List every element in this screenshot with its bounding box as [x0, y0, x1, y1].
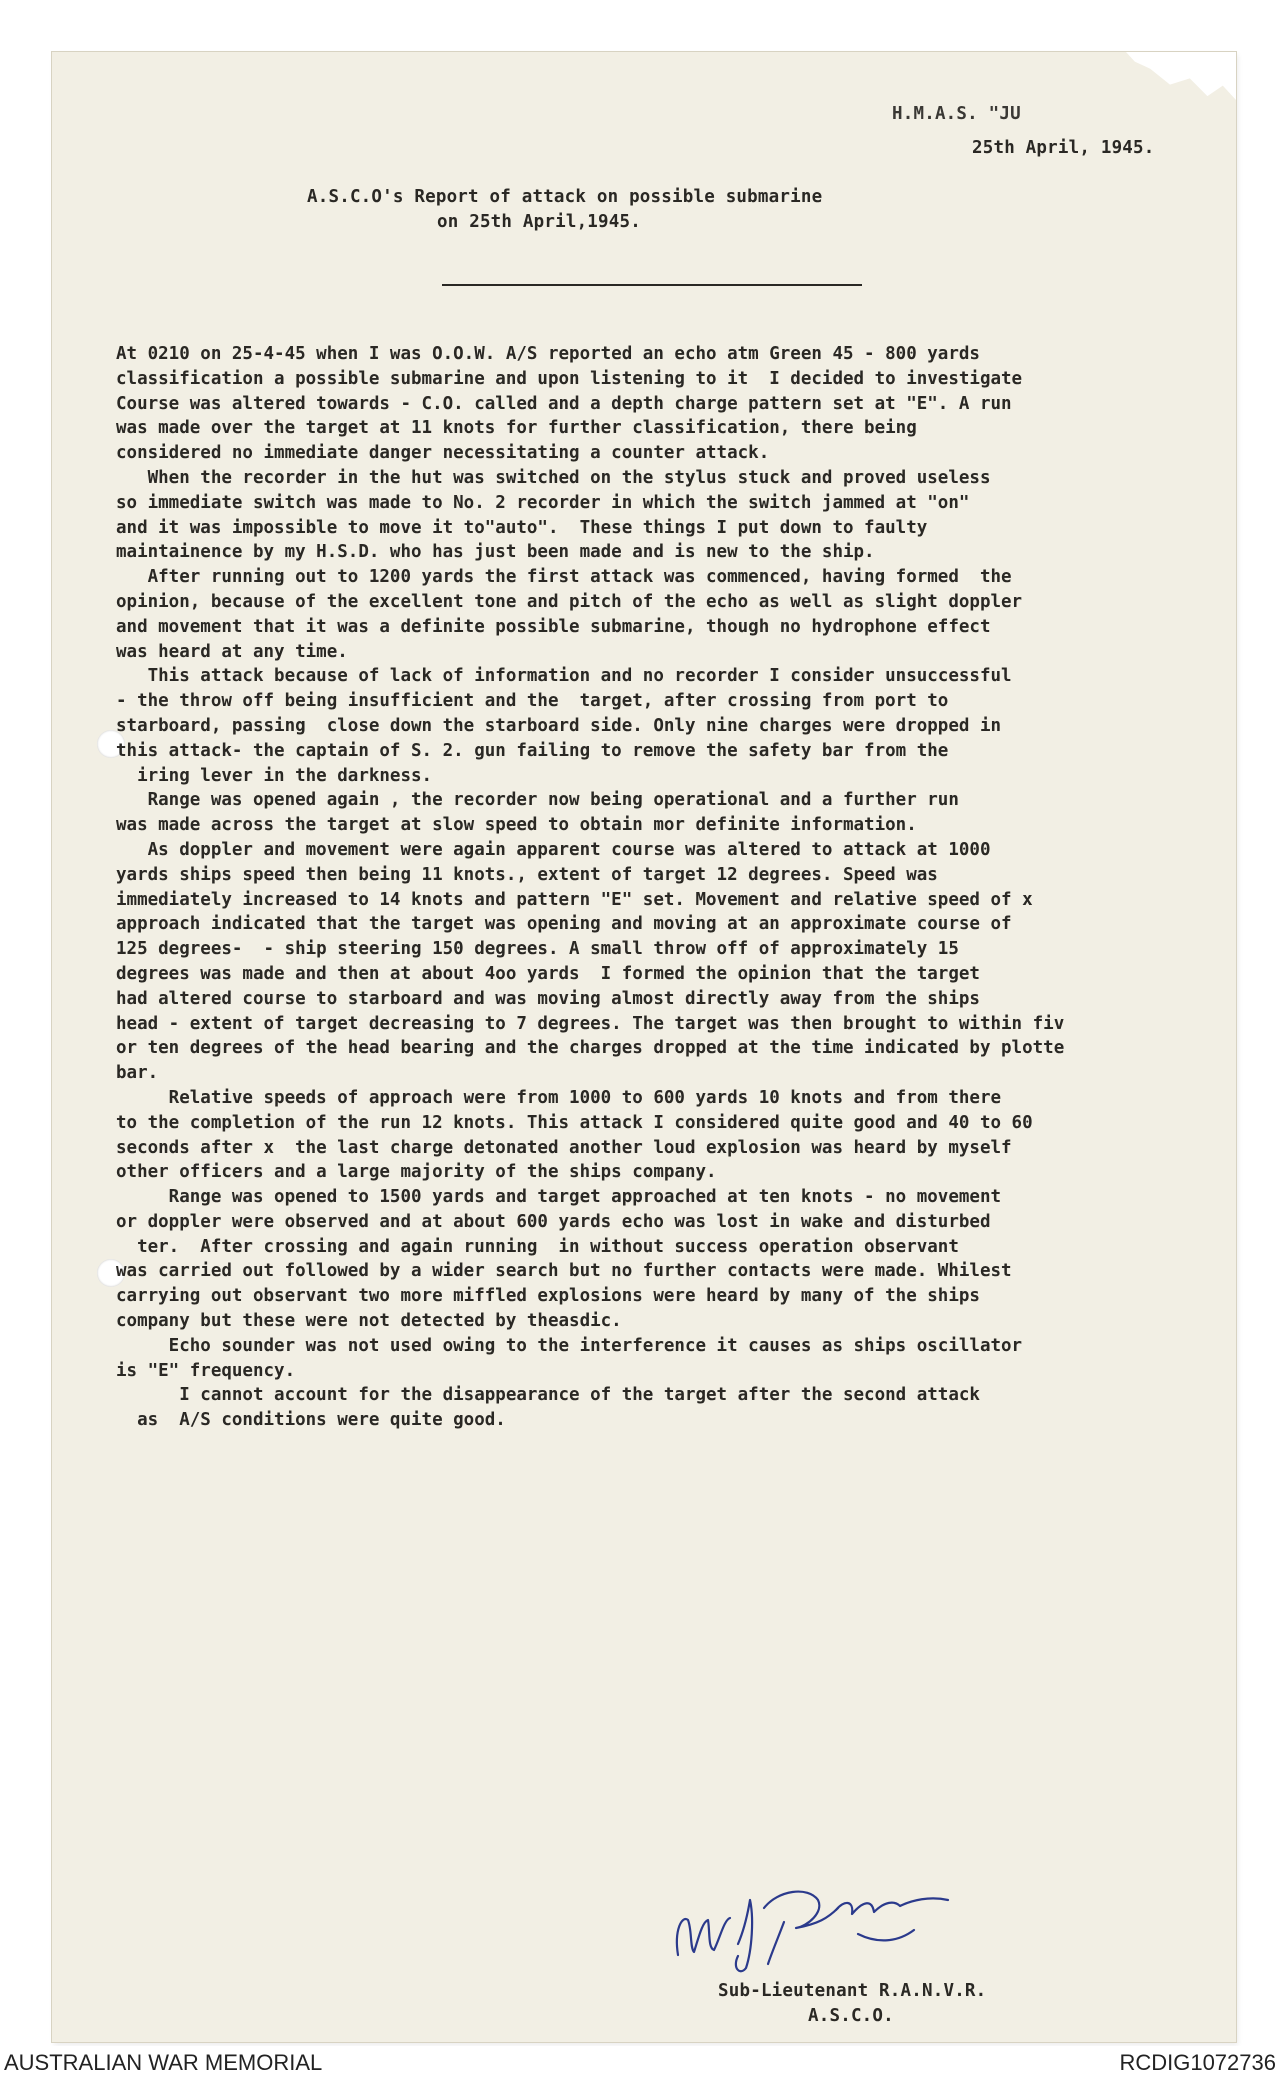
report-body-line: Range was opened again , the recorder now being operational and a further run — [116, 790, 959, 811]
report-body-line: was carried out followed by a wider search but no further contacts were made. Whilest — [116, 1261, 1012, 1282]
report-body-line: immediately increased to 14 knots and pattern "E" set. Movement and relative speed of x — [116, 889, 1033, 910]
report-body-line: and it was impossible to move it to"auto". These things I put down to faulty — [116, 517, 928, 538]
report-body-line: to the completion of the run 12 knots. This attack I considered quite good and 40 to 60 — [116, 1112, 1033, 1133]
report-body-line: had altered course to starboard and was moving almost directly away from the ships — [116, 988, 980, 1009]
report-body-line: Course was altered towards - C.O. called and a depth charge pattern set at "E". A run — [116, 393, 1012, 414]
report-body-line: or ten degrees of the head bearing and the charges dropped at the time indicated by plotte — [116, 1038, 1065, 1059]
report-body-line: as A/S conditions were quite good. — [116, 1410, 506, 1431]
footer-reference: RCDIG1072736 — [1119, 2050, 1276, 2075]
report-body-line: was made over the target at 11 knots for further classification, there being — [116, 418, 917, 439]
footer-bar — [0, 2046, 1282, 2082]
report-body-line: maintainence by my H.S.D. who has just been made and is new to the ship. — [116, 542, 875, 563]
report-body-line: head - extent of target decreasing to 7 degrees. The target was then brought to within fiv — [116, 1013, 1065, 1034]
report-body-line: starboard, passing close down the starboard side. Only nine charges were dropped in — [116, 715, 1002, 736]
report-body-line: yards ships speed then being 11 knots., extent of target 12 degrees. Speed was — [116, 864, 938, 885]
report-body-line: seconds after x the last charge detonated another loud explosion was heard by myself — [116, 1137, 1012, 1158]
footer-institution: AUSTRALIAN WAR MEMORIAL — [4, 2050, 323, 2075]
report-body-line: ter. After crossing and again running in without success operation observant — [116, 1236, 959, 1257]
report-title-date: on 25th April,1945. — [437, 212, 641, 232]
ship-header: H.M.A.S. "JU — [892, 104, 1021, 124]
report-body-line: When the recorder in the hut was switched on the stylus stuck and proved useless — [116, 467, 991, 488]
report-body-line: degrees was made and then at about 4oo yards I formed the opinion that the target — [116, 963, 980, 984]
report-body-line: and movement that it was a definite possible submarine, though no hydrophone effect — [116, 616, 991, 637]
report-body-line: was heard at any time. — [116, 641, 348, 662]
report-body-line: As doppler and movement were again apparent course was altered to attack at 1000 — [116, 839, 991, 860]
report-body-line: At 0210 on 25-4-45 when I was O.O.W. A/S reported an echo atm Green 45 - 800 yards — [116, 344, 980, 364]
report-date: 25th April, 1945. — [972, 138, 1155, 158]
report-body-line: iring lever in the darkness. — [116, 765, 433, 786]
report-body-line: Relative speeds of approach were from 1000 to 600 yards 10 knots and from there — [116, 1087, 1002, 1108]
report-body-line: or doppler were observed and at about 600 yards echo was lost in wake and disturbed — [116, 1211, 991, 1232]
report-body — [116, 342, 1226, 1433]
report-body-line: company but these were not detected by theasdic. — [116, 1311, 622, 1332]
report-body-line: Range was opened to 1500 yards and target approached at ten knots - no movement — [116, 1187, 1002, 1208]
handwritten-signature — [668, 1860, 1028, 1990]
title-divider — [442, 284, 862, 286]
torn-corner — [1126, 52, 1236, 100]
signatory-role: A.S.C.O. — [808, 2006, 894, 2026]
report-body-line: so immediate switch was made to No. 2 recorder in which the switch jammed at "on" — [116, 492, 970, 513]
report-body-line: After running out to 1200 yards the first attack was commenced, having formed the — [116, 567, 1012, 588]
report-body-line: this attack- the captain of S. 2. gun failing to remove the safety bar from the — [116, 740, 949, 761]
report-body-line: other officers and a large majority of the ships company. — [116, 1162, 717, 1183]
report-body-line: Echo sounder was not used owing to the interference it causes as ships oscillator — [116, 1335, 1023, 1356]
document-sheet — [52, 52, 1236, 2042]
report-body-line: was made across the target at slow speed to obtain mor definite information. — [116, 815, 917, 836]
report-body-line: classification a possible submarine and upon listening to it I decided to investigate — [116, 368, 1023, 389]
report-body-line: This attack because of lack of information and no recorder I consider unsuccessful — [116, 666, 1012, 687]
report-body-line: bar. — [116, 1063, 159, 1084]
report-body-line: I cannot account for the disappearance of the target after the second attack — [116, 1385, 980, 1406]
report-body-line: considered no immediate danger necessitating a counter attack. — [116, 443, 770, 464]
report-title: A.S.C.O's Report of attack on possible submarine — [307, 187, 823, 207]
report-body-line: approach indicated that the target was opening and moving at an approximate course of — [116, 914, 1012, 935]
report-body-line: carrying out observant two more miffled explosions were heard by many of the ships — [116, 1286, 980, 1307]
report-body-line: is "E" frequency. — [116, 1360, 296, 1381]
report-body-line: - the throw off being insufficient and the target, after crossing from port to — [116, 691, 949, 712]
report-body-line: 125 degrees- - ship steering 150 degrees. A small throw off of approximately 15 — [116, 939, 959, 960]
signatory-rank: Sub-Lieutenant R.A.N.V.R. — [718, 1981, 987, 2001]
report-body-line: opinion, because of the excellent tone and pitch of the echo as well as slight doppler — [116, 591, 1023, 612]
